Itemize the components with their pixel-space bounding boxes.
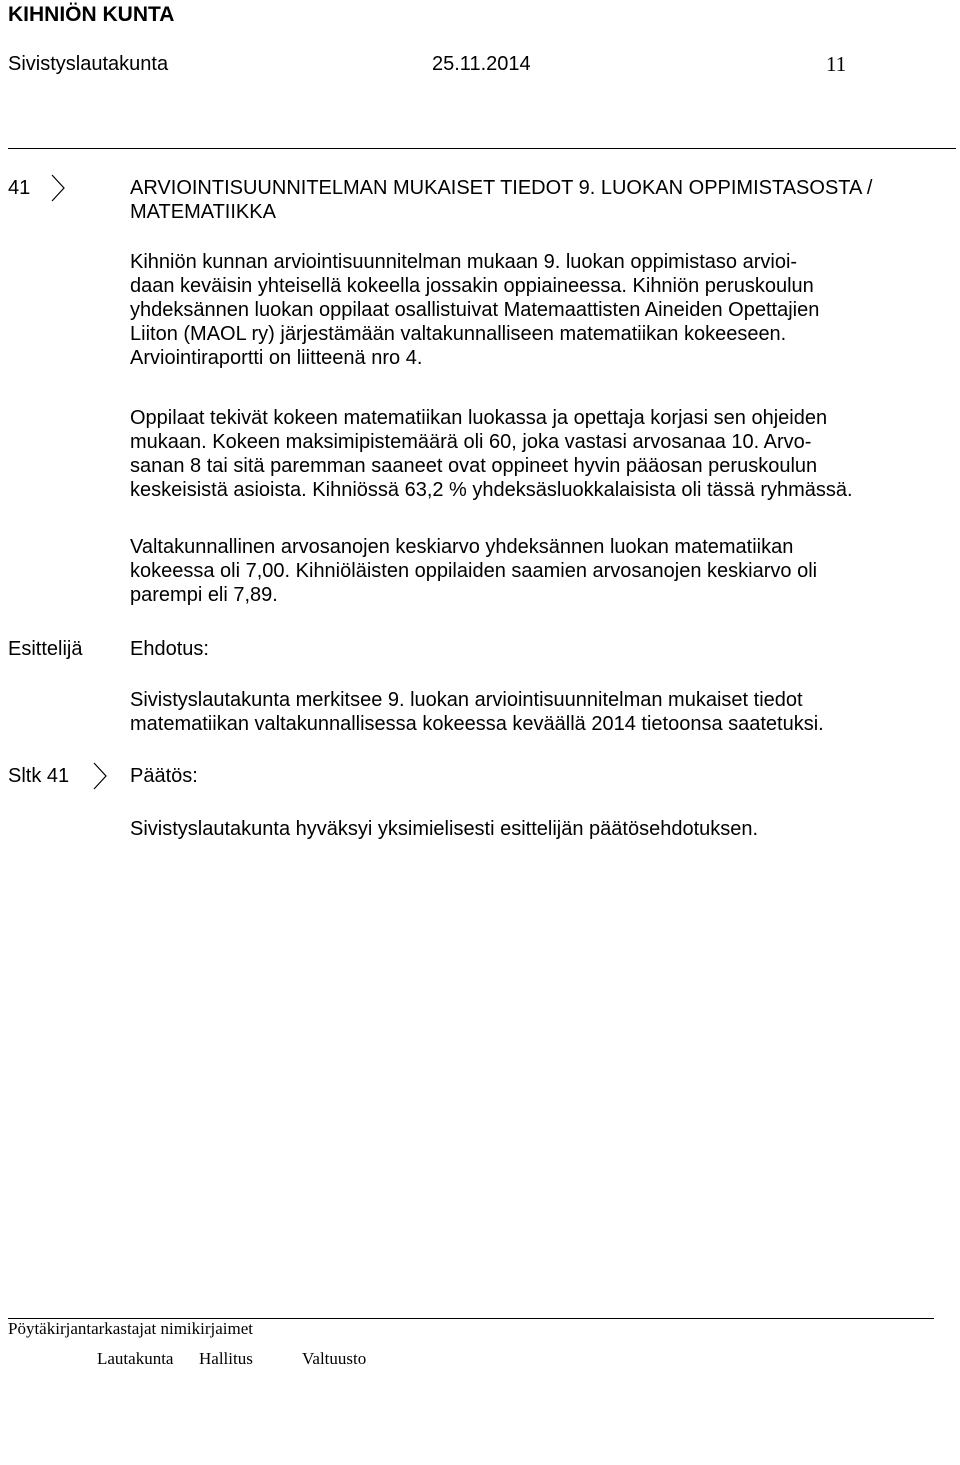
text-line: kokeessa oli 7,00. Kihniöläisten oppilaiden saamien arvosanojen keskiarvo oli (130, 560, 818, 582)
section-title (130, 176, 930, 224)
section-title-line: ARVIOINTISUUNNITELMAN MUKAISET TIEDOT 9. LUOKAN OPPIMISTASOSTA / (130, 177, 873, 199)
section-title-line: MATEMATIIKKA (130, 201, 276, 223)
paragraph-results (130, 406, 853, 502)
footer-column-hallitus: Hallitus (199, 1349, 253, 1368)
decision-reference: Sltk 41 (8, 765, 70, 787)
page-number: 11 (826, 52, 847, 76)
text-line: sanan 8 tai sitä paremman saaneet ovat oppineet hyvin pääosan peruskoulun (130, 455, 818, 477)
decision-bracket-icon (92, 761, 108, 791)
decision-label: Päätös: (130, 765, 198, 787)
text-line: daan keväisin yhteisellä kokeella jossakin oppiaineessa. Kihniön peruskoulun (130, 275, 814, 297)
organization-name: KIHNIÖN KUNTA (8, 3, 175, 26)
section-bracket-icon (50, 173, 66, 203)
footer-column-lautakunta: Lautakunta (97, 1349, 174, 1368)
text-line: Liiton (MAOL ry) järjestämään valtakunnalliseen matematiikan kokeeseen. (130, 323, 787, 345)
footer-title: Pöytäkirjantarkastajat nimikirjaimet (8, 1319, 254, 1338)
committee-name: Sivistyslautakunta (8, 53, 169, 75)
paragraph-background (130, 250, 819, 370)
footer-column-valtuusto: Valtuusto (302, 1349, 367, 1368)
text-line: matematiikan valtakunnallisessa kokeessa keväällä 2014 tietoonsa saatetuksi. (130, 713, 824, 735)
proposal-text (130, 688, 824, 736)
text-line: Oppilaat tekivät kokeen matematiikan luokassa ja opettaja korjasi sen ohjeiden (130, 407, 828, 429)
decision-text: Sivistyslautakunta hyväksyi yksimielisesti esittelijän päätösehdotuksen. (130, 818, 759, 840)
meeting-date: 25.11.2014 (432, 53, 531, 75)
section-number: 41 (8, 177, 31, 199)
text-line: Kihniön kunnan arviointisuunnitelman mukaan 9. luokan oppimistaso arvioi- (130, 251, 798, 273)
text-line: Arviointiraportti on liitteenä nro 4. (130, 347, 423, 369)
text-line: yhdeksännen luokan oppilaat osallistuivat Matemaattisten Aineiden Opettajien (130, 299, 820, 321)
text-line: parempi eli 7,89. (130, 584, 278, 606)
presenter-label: Esittelijä (8, 638, 83, 660)
text-line: Sivistyslautakunta merkitsee 9. luokan arviointisuunnitelman mukaiset tiedot (130, 689, 803, 711)
text-line: keskeisistä asioista. Kihniössä 63,2 % yhdeksäsluokkalaisista oli tässä ryhmässä. (130, 479, 853, 501)
text-line: mukaan. Kokeen maksimipistemäärä oli 60, joka vastasi arvosanaa 10. Arvo- (130, 431, 812, 453)
header-divider (8, 148, 956, 149)
text-line: Valtakunnallinen arvosanojen keskiarvo yhdeksännen luokan matematiikan (130, 536, 794, 558)
paragraph-averages (130, 535, 817, 607)
proposal-label: Ehdotus: (130, 638, 209, 660)
